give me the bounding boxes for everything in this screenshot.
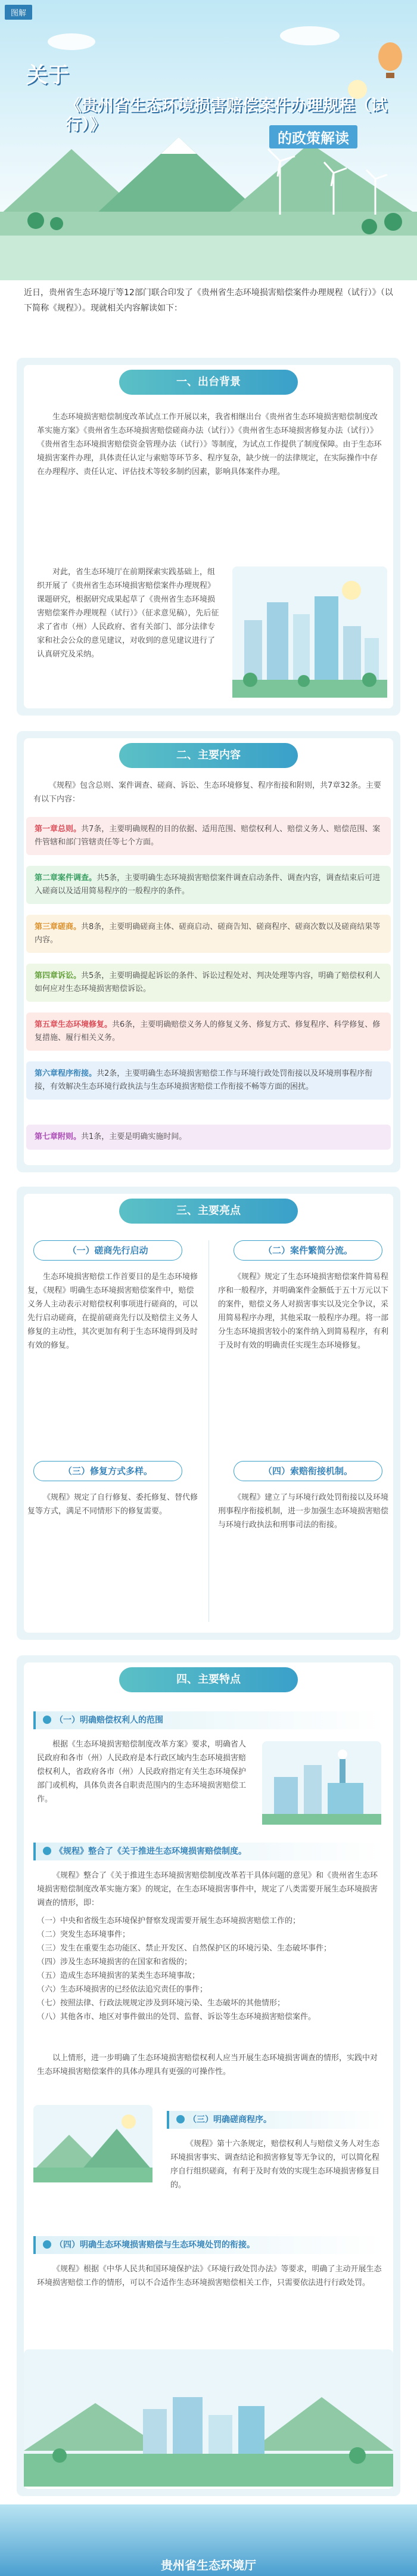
feature-1-text: 根据《生态环境损害赔偿制度改革方案》要求，明确省人民政府和各市（州）人民政府是本行政区域内生态环境损害赔偿权利人，省政府各市（州）人民政府指定有关生态环境保护部门或机构，具体负责各自职责范围内的生态环境损害赔偿工作。 — [37, 1740, 247, 1804]
page-subtitle: 的政策解读 — [269, 125, 357, 148]
feature-2-list — [37, 1914, 382, 2024]
feature-1-head: （一）明确赔偿权利人的范围 — [33, 1711, 385, 1729]
bullet-icon — [176, 2115, 185, 2123]
background-paragraph-1: 生态环境损害赔偿制度改革试点工作开展以来，我省相继出台《贵州省生态环境损害赔偿制度改革实施方案》《贵州省生态环境损害赔偿磋商办法（试行）》《贵州省生态环境损害修复办法（试行）》《贵州省生态环境损害赔偿资金管理办法（试行）》等制度，为试点工作提供了制度保障。由于生态环境损害案件办理，具体责任认定与索赔等环节多、程序复杂，缺少统一的法律规定，在实际操作中存在办理程序、责任认定、评估技术等较多制约因素，影响具体案件办理。 — [37, 413, 382, 476]
chapter-2-title: 第二章案件调查。 — [35, 874, 97, 883]
chapter-3-title: 第三章磋商。 — [35, 922, 82, 931]
town-illustration — [24, 2349, 393, 2487]
feature-4-head: （四）明确生态环境损害赔偿与生态环境处罚的衔接。 — [33, 2236, 385, 2254]
list-item: （七）按照法律、行政法规规定涉及到环境污染、生态破坏的其他情形； — [37, 1999, 285, 2008]
list-item: （三）发生在重要生态功能区、禁止开发区、自然保护区的环境污染、生态破坏事件； — [37, 1944, 332, 1953]
landscape-illustration — [33, 2105, 153, 2182]
chapter-2 — [26, 866, 391, 904]
chapter-6 — [26, 1061, 391, 1100]
list-item: （四）涉及生态环境损害的在国家和省级的； — [37, 1958, 192, 1967]
highlight-1-head: （一）磋商先行启动 — [33, 1240, 182, 1261]
chapter-6-title: 第六章程序衔接。 — [35, 1069, 97, 1078]
highlight-3-head: （三）修复方式多样。 — [33, 1461, 182, 1481]
chapter-5-text: 共6条，主要明确赔偿义务人的修复义务、修复方式、修复程序、科学修复、修复措施、履行相关义务。 — [35, 1020, 381, 1042]
bullet-icon — [43, 2240, 51, 2249]
section-title-background: 一、出台背景 — [119, 370, 298, 395]
highlight-4-text: 《规程》建立了与环境行政处罚衔接以及环境刑事程序衔接机制，进一步加强生态环境损害赔偿与环境行政执法和刑事司法的衔接。 — [218, 1493, 389, 1530]
feature-3-text: 《规程》第十六条规定，赔偿权利人与赔偿义务人对生态环境损害事实、调查结论和损害修复等无争议的，可以简化程序自行组织磋商，有利于及时有效的实现生态环境损害修复目的。 — [170, 2140, 380, 2190]
section-title-content: 二、主要内容 — [119, 743, 298, 768]
list-item: （一）中央和省级生态环境保护督察发现需要开展生态环境损害赔偿工作的； — [37, 1916, 301, 1925]
chapter-5 — [26, 1013, 391, 1051]
chapter-2-text: 共5条，主要明确生态环境损害赔偿案件调查启动条件、调查内容，调查结束后可进入磋商以及适用简易程序的一般程序的条件。 — [35, 874, 381, 896]
bullet-icon — [43, 1847, 51, 1855]
highlight-1-text: 生态环境损害赔偿工作首要目的是生态环境修复，《规程》明确生态环境损害赔偿案件中，赔偿义务人主动表示对赔偿权利事项进行磋商的，可以先行启动磋商，在提前磋商先行以及赔偿主义务人修复的主动性，其次更加有利于生态环境得到及时有效的修复。 — [27, 1272, 198, 1350]
divider — [208, 1240, 209, 1622]
feature-2-tail: 以上情形，进一步明确了生态环境损害赔偿权利人应当开展生态环境损害调查的情形，实践中对生态环境损害赔偿案件的具体办理具有更强的可操作性。 — [37, 2054, 378, 2076]
bullet-icon — [43, 1716, 51, 1724]
feature-3-head: （三）明确磋商程序。 — [167, 2111, 385, 2129]
background-paragraph-2: 对此，省生态环境厅在前期探索实践基础上，组织开展了《贵州省生态环境损害赔偿案件办理规程》课题研究，根据研究成果起草了《贵州省生态环境损害赔偿案件办理规程（试行）》（征求意见稿），先后征求了省市（州）人民政府、省有关部门、部分法律专家和社会公众的意见建议，对收到的意见建议进行了认真研究及采纳。 — [37, 568, 219, 659]
section-title-highlights: 三、主要亮点 — [119, 1199, 298, 1224]
chapter-1-text: 共7条，主要明确规程的目的依据、适用范围、赔偿权利人、赔偿义务人、赔偿范围、案件管辖和部门管辖责任等七个方面。 — [35, 825, 381, 847]
chapter-4-title: 第四章诉讼。 — [35, 971, 82, 980]
highlight-2-text: 《规程》规定了生态环境损害赔偿案件简易程序和一般程序，并明确案件金额低于五十万元以下的案件，赔偿义务人对损害事实以及完全争议，采用简易程序办理，其他采取一般程序办理。将一部分生态环境损害较小的案件纳入到简易程序，有利于及时有效的明确责任实现生态环境修复。 — [218, 1272, 389, 1350]
chapter-6-text: 共2条，主要明确生态环境损害赔偿工作与环境行政处罚衔接以及环境刑事程序衔接，有效解决生态环境行政执法与生态环境损害赔偿工作衔接不畅等方面的困扰。 — [35, 1069, 373, 1091]
chapter-3 — [26, 915, 391, 953]
feature-2-intro: 《规程》整合了《关于推进生态环境损害赔偿制度改革若干具体问题的意见》和《贵州省生态环境损害赔偿制度改革实施方案》的规定，在生态环境损害事件中，规定了八类需要开展生态环境损害调查的情形，即： — [37, 1871, 378, 1908]
chapter-7 — [26, 1125, 391, 1150]
highlight-2-head: （二）案件繁简分流。 — [234, 1240, 382, 1261]
chapter-1 — [26, 817, 391, 855]
chapter-5-title: 第五章生态环境修复。 — [35, 1020, 113, 1029]
factory-illustration — [262, 1741, 381, 1825]
footer-text: 贵州省生态环境厅 — [161, 2558, 256, 2572]
page-title: 《贵州省生态环境损害赔偿案件办理规程（试行）》 — [66, 97, 387, 135]
list-item: （五）造成生态环境损害的某类生态环境事故； — [37, 1971, 200, 1980]
highlight-3-text: 《规程》规定了自行修复、委托修复、替代修复等方式，满足不同情形下的修复需要。 — [27, 1493, 198, 1516]
city-illustration — [232, 566, 387, 698]
feature-2-head: 《规程》整合了《关于推进生态环境损害赔偿制度。 — [33, 1843, 385, 1860]
list-item: （六）生态环境损害的已经依法追究责任的事件； — [37, 1985, 208, 1994]
chapter-7-title: 第七章附则。 — [35, 1132, 82, 1141]
chapter-1-title: 第一章总则。 — [35, 825, 82, 834]
hero-about: 关于 — [26, 63, 70, 88]
feature-4-text: 《规程》根据《中华人民共和国环境保护法》《环境行政处罚办法》等要求，明确了主动开展生态环境损害赔偿工作的情形，可以不合适作生态环境损害赔偿相关工作，只需要依法进行行政处罚。 — [37, 2265, 382, 2287]
chapter-7-text: 共1条，主要是明确实施时间。 — [81, 1132, 187, 1141]
list-item: （八）其他各市、地区对事件做出的处罚、监督、诉讼等生态环境损害赔偿案件。 — [37, 2012, 316, 2021]
section-title-features: 四、主要特点 — [119, 1667, 298, 1692]
chapter-3-text: 共8条，主要明确磋商主体、磋商启动、磋商告知、磋商程序、磋商次数以及磋商结果等内容。 — [35, 922, 381, 945]
tag-label: 图解 — [5, 5, 32, 20]
content-intro: 《规程》包含总则、案件调查、磋商、诉讼、生态环境修复、程序衔接和附则，共7章32条。主要有以下内容： — [33, 781, 381, 804]
chapter-4 — [26, 964, 391, 1002]
intro-paragraph: 近日，贵州省生态环境厅等12部门联合印发了《贵州省生态环境损害赔偿案件办理规程（试行）》（以下简称《规程》）。现就相关内容解读如下： — [24, 288, 393, 313]
hero-banner — [0, 0, 417, 280]
chapter-4-text: 共5条，主要明确提起诉讼的条件、诉讼过程处对、判决处理等内容，明确了赔偿权利人如何应对生态环境损害赔偿诉讼。 — [35, 971, 381, 993]
list-item: （二）突发生态环境事件； — [37, 1930, 130, 1939]
highlight-4-head: （四）索赔衔接机制。 — [234, 1461, 382, 1481]
